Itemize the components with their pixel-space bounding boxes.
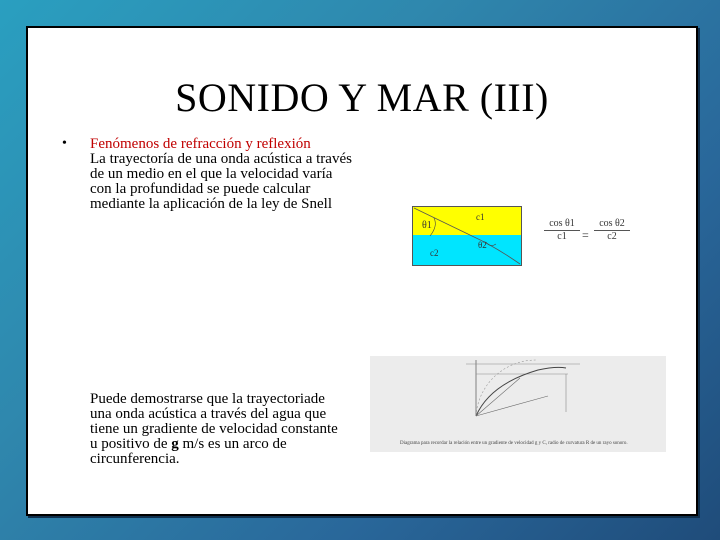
snell-refraction-diagram [412, 206, 522, 266]
numerator-left: cos θ1 [544, 218, 580, 231]
fraction-right [594, 218, 630, 243]
theta1-label: θ1 [422, 220, 432, 231]
lower-layer [412, 235, 522, 266]
slide-title: SONIDO Y MAR (III) [175, 75, 549, 120]
diagram-caption: Diagrama para recordar la relación entre un gradiente de velocidad g y C, radio de curvatura R de un rayo sonoro. [400, 441, 628, 446]
section-heading: Fenómenos de refracción y reflexión [90, 136, 311, 152]
theta2-label: θ2 [478, 240, 487, 250]
paragraph-arc-part1: Puede demostrarse que la trayectoriade una onda acústica a través del agua que tiene un gradiente de velocidad constante u positivo de [90, 391, 338, 452]
c1-label: c1 [476, 212, 485, 222]
text-block-arc [90, 392, 345, 467]
c2-label: c2 [430, 248, 439, 258]
equals-sign: = [582, 228, 589, 242]
paragraph-snell: La trayectoría de una onda acústica a través de un medio en el que la velocidad varía con la profundidad se puede calcular mediante la aplicación de la ley de Snell [90, 151, 352, 212]
slide [26, 26, 698, 516]
paragraph-arc-part2: m/s es un arco de circunferencia. [90, 436, 287, 467]
text-block-snell [90, 137, 352, 212]
denominator-left: c1 [557, 231, 567, 242]
gradient-symbol: g [171, 436, 179, 452]
ray-arc-diagram [370, 356, 666, 452]
denominator-right: c2 [607, 231, 617, 242]
fraction-left [544, 218, 580, 243]
bullet-marker: • [62, 136, 67, 151]
numerator-right: cos θ2 [594, 218, 630, 231]
